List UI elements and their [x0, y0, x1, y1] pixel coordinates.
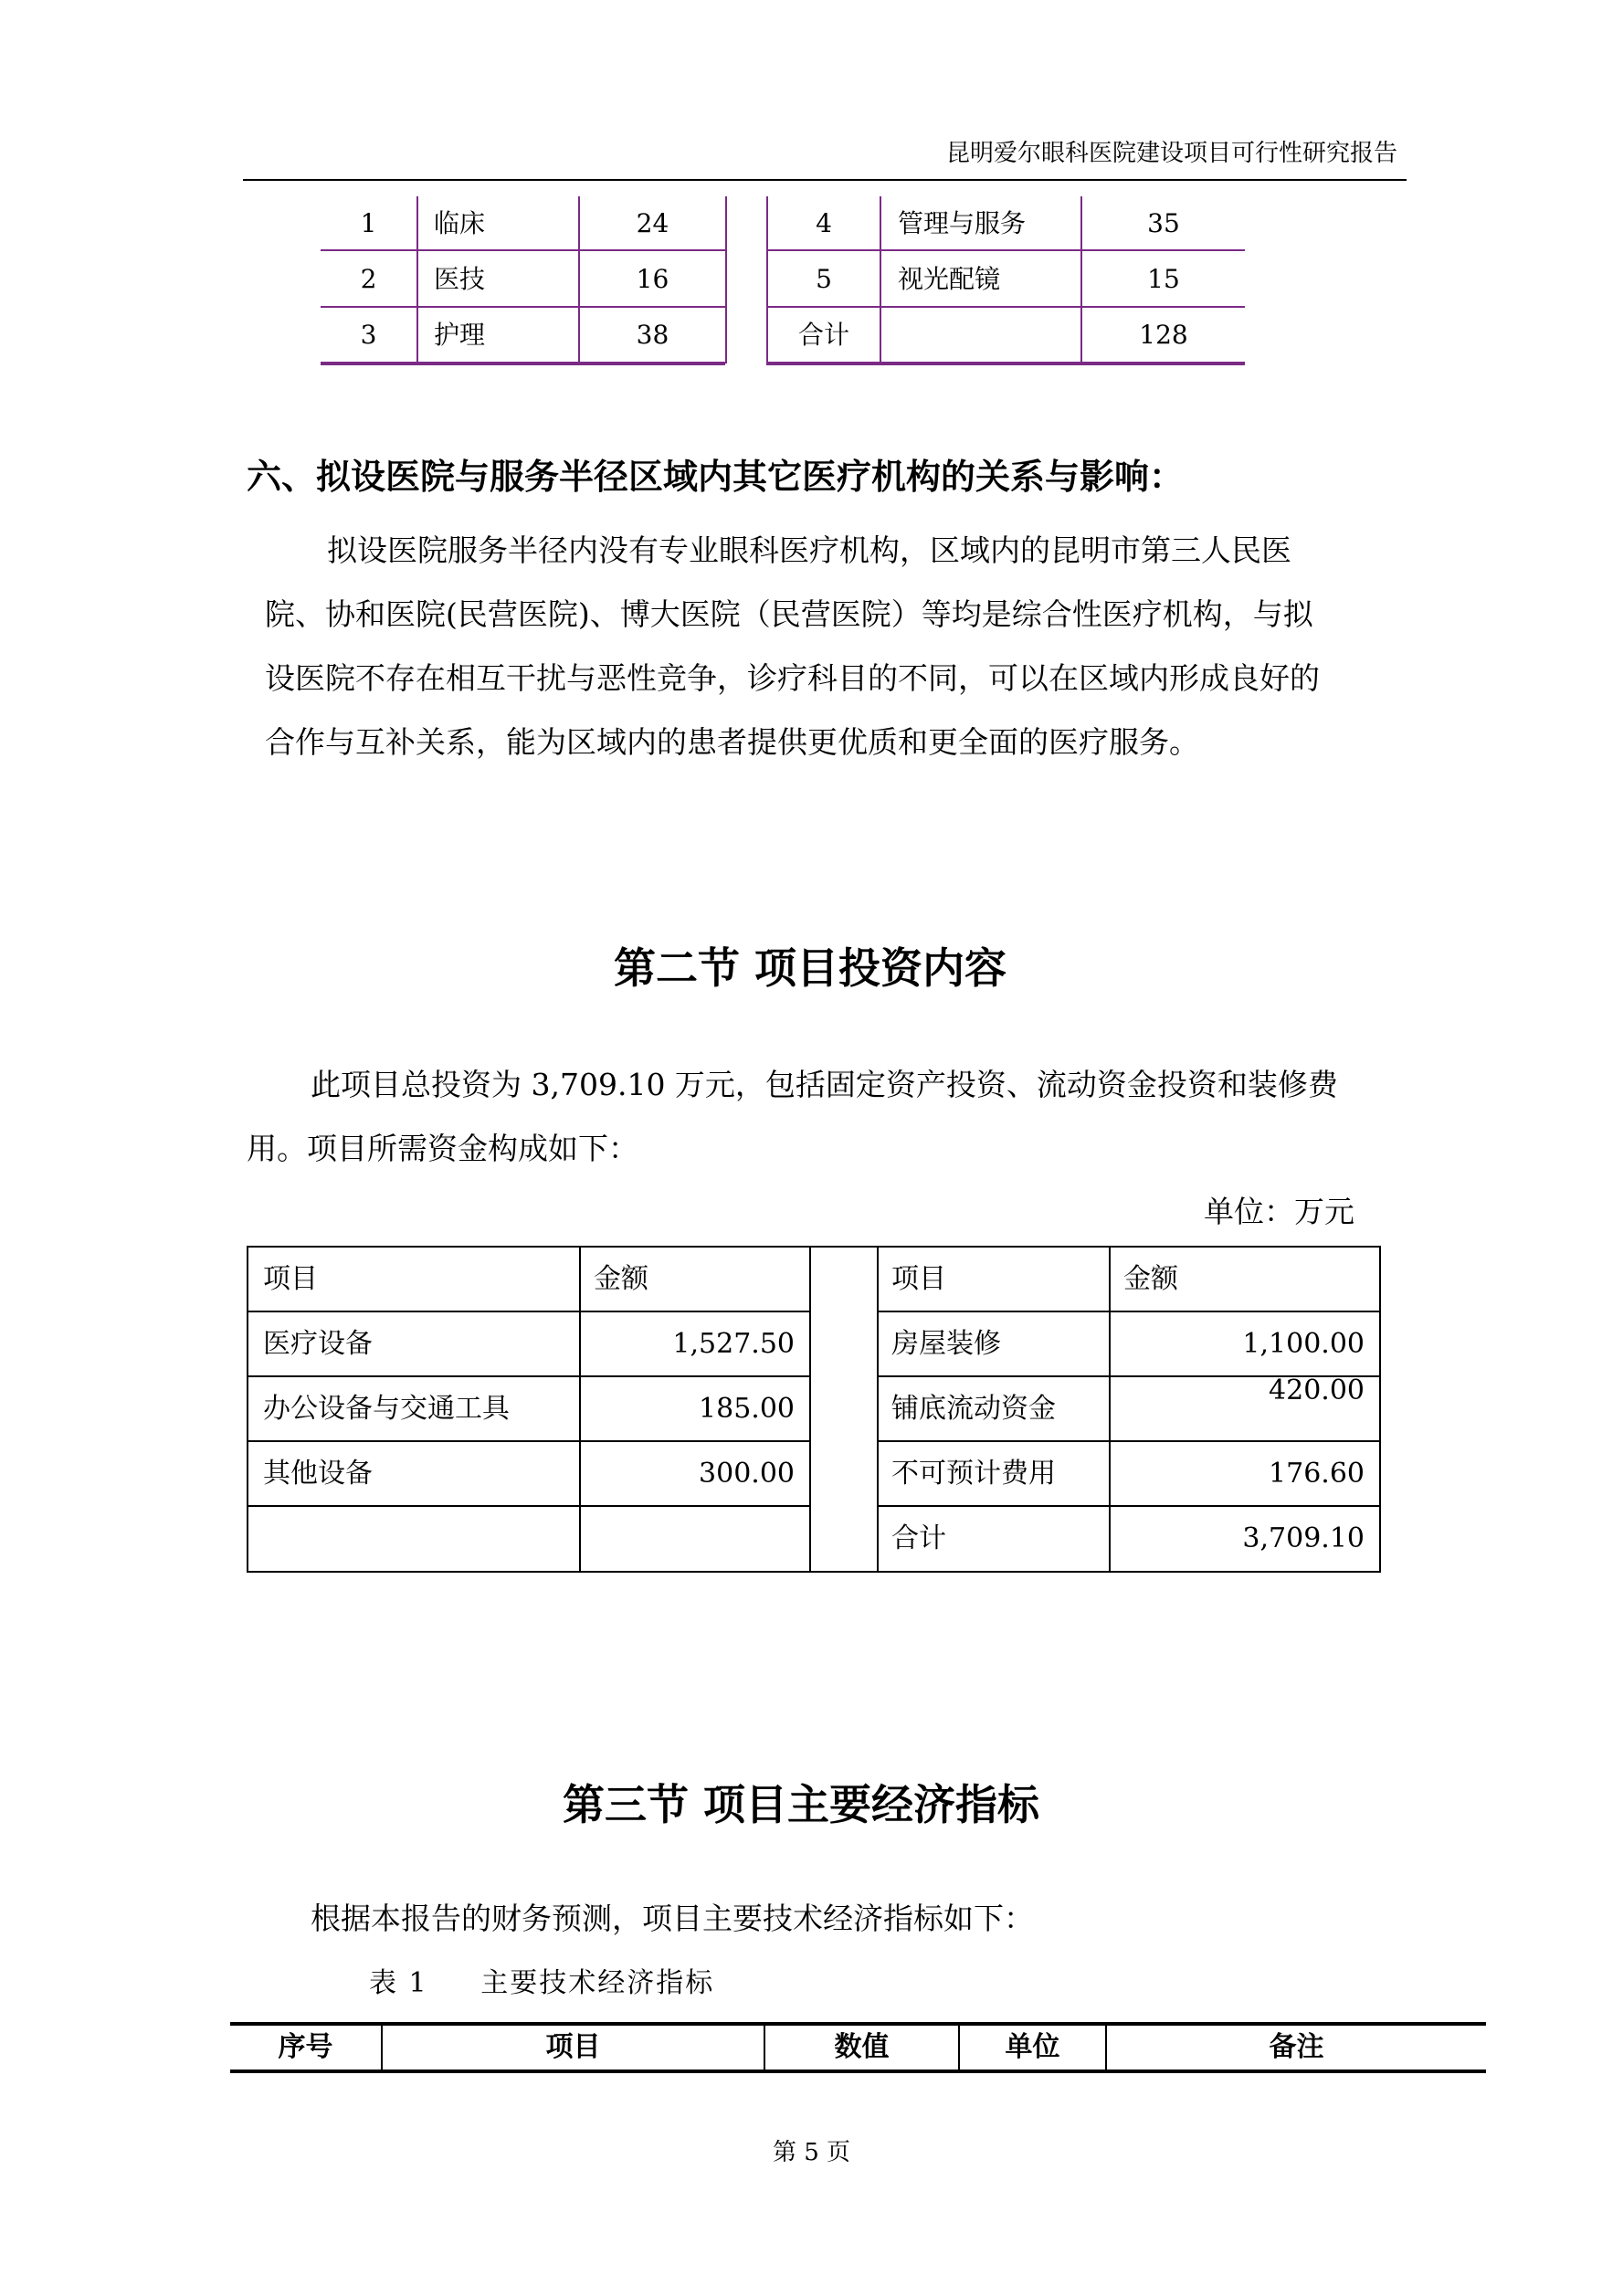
- investment-item: 不可预计费用: [891, 1458, 1056, 1490]
- table-border: [809, 1246, 811, 1573]
- table-caption: 表 1 主要技术经济指标: [369, 1967, 715, 1999]
- staff-category: 管理与服务: [898, 208, 1027, 238]
- section-title: 第三节 项目主要经济指标: [563, 1780, 1040, 1829]
- investment-total-amount: 3,709.10: [1242, 1522, 1365, 1554]
- paragraph-line: 此项目总投资为 3,709.10 万元，包括固定资产投资、流动资金投资和装修费: [311, 1067, 1338, 1102]
- staff-no: 4: [816, 208, 832, 238]
- staff-no: 2: [360, 264, 377, 294]
- column-header: 金额: [594, 1263, 648, 1295]
- table-header-rule: [230, 2070, 1486, 2073]
- staff-no: 1: [360, 208, 377, 238]
- column-header: 数值: [834, 2031, 890, 2063]
- investment-table: [247, 1246, 1381, 1573]
- investment-item: [263, 1506, 574, 1571]
- staff-count: 35: [1147, 208, 1180, 238]
- column-header: 备注: [1269, 2031, 1324, 2063]
- investment-item: 铺底流动资金: [891, 1393, 1056, 1425]
- table-top-rule: [230, 2022, 1486, 2026]
- staff-table-divider: [880, 196, 881, 363]
- section-title: 第二节 项目投资内容: [614, 943, 1007, 993]
- staff-table-divider: [725, 196, 727, 363]
- staff-category: 护理: [434, 320, 486, 350]
- paragraph-line: 用。项目所需资金构成如下：: [247, 1131, 638, 1166]
- investment-amount: 176.60: [1269, 1458, 1365, 1490]
- column-header: 单位: [1005, 2031, 1060, 2063]
- table-border: [247, 1246, 248, 1573]
- table-border: [1379, 1246, 1381, 1573]
- investment-amount: 185.00: [699, 1393, 795, 1425]
- staff-count: 38: [636, 320, 669, 350]
- staff-table-divider: [416, 196, 418, 363]
- unit-label: 单位：万元: [1204, 1194, 1354, 1229]
- table-border: [811, 1571, 877, 1573]
- staff-count: 15: [1147, 264, 1180, 294]
- running-header: 昆明爱尔眼科医院建设项目可行性研究报告: [945, 140, 1397, 167]
- page-number: 第 5 页: [772, 2139, 851, 2166]
- staff-no: 5: [816, 264, 832, 294]
- investment-amount: 300.00: [699, 1458, 795, 1490]
- investment-item: 房屋装修: [891, 1328, 1001, 1360]
- investment-amount: 420.00: [1269, 1374, 1365, 1406]
- header-rule: [243, 179, 1407, 181]
- section-heading: 六、拟设医院与服务半径区域内其它医疗机构的关系与影响：: [247, 456, 1185, 497]
- table-border: [877, 1571, 1381, 1573]
- paragraph-line: 院、协和医院(民营医院)、博大医院（民营医院）等均是综合性医疗机构，与拟: [265, 596, 1313, 632]
- column-header: 金额: [1123, 1263, 1178, 1295]
- column-header: 序号: [278, 2031, 333, 2063]
- staff-table: [321, 196, 1245, 366]
- staff-count: 24: [636, 208, 669, 238]
- staff-no: 3: [360, 320, 377, 350]
- staff-category: [898, 308, 1080, 363]
- staff-category: 视光配镜: [898, 264, 1001, 294]
- paragraph-line: 合作与互补关系，能为区域内的患者提供更优质和更全面的医疗服务。: [265, 724, 1199, 760]
- investment-amount: 1,527.50: [672, 1328, 795, 1360]
- staff-category: 临床: [434, 208, 486, 238]
- column-header: 项目: [263, 1263, 318, 1295]
- staff-total-count: 128: [1139, 320, 1188, 350]
- paragraph-line: 根据本报告的财务预测，项目主要技术经济指标如下：: [311, 1901, 1034, 1936]
- indicator-table: [230, 2022, 1486, 2073]
- column-header: 项目: [545, 2031, 601, 2063]
- investment-amount: [581, 1506, 795, 1571]
- investment-total-label: 合计: [891, 1522, 946, 1554]
- investment-amount: 1,100.00: [1242, 1328, 1365, 1360]
- column-header: 项目: [891, 1263, 946, 1295]
- paragraph-line: 拟设医院服务半径内没有专业眼科医疗机构，区域内的昆明市第三人民医: [327, 532, 1291, 568]
- staff-total-label: 合计: [797, 320, 849, 350]
- investment-item: 其他设备: [263, 1458, 373, 1490]
- paragraph-line: 设医院不存在相互干扰与恶性竞争，诊疗科目的不同，可以在区域内形成良好的: [265, 660, 1320, 696]
- table-border: [811, 1246, 877, 1248]
- investment-item: 医疗设备: [263, 1328, 373, 1360]
- investment-item: 办公设备与交通工具: [263, 1393, 510, 1425]
- staff-category: 医技: [434, 264, 486, 294]
- table-border: [247, 1571, 811, 1573]
- staff-count: 16: [636, 264, 669, 294]
- table-border: [877, 1246, 879, 1573]
